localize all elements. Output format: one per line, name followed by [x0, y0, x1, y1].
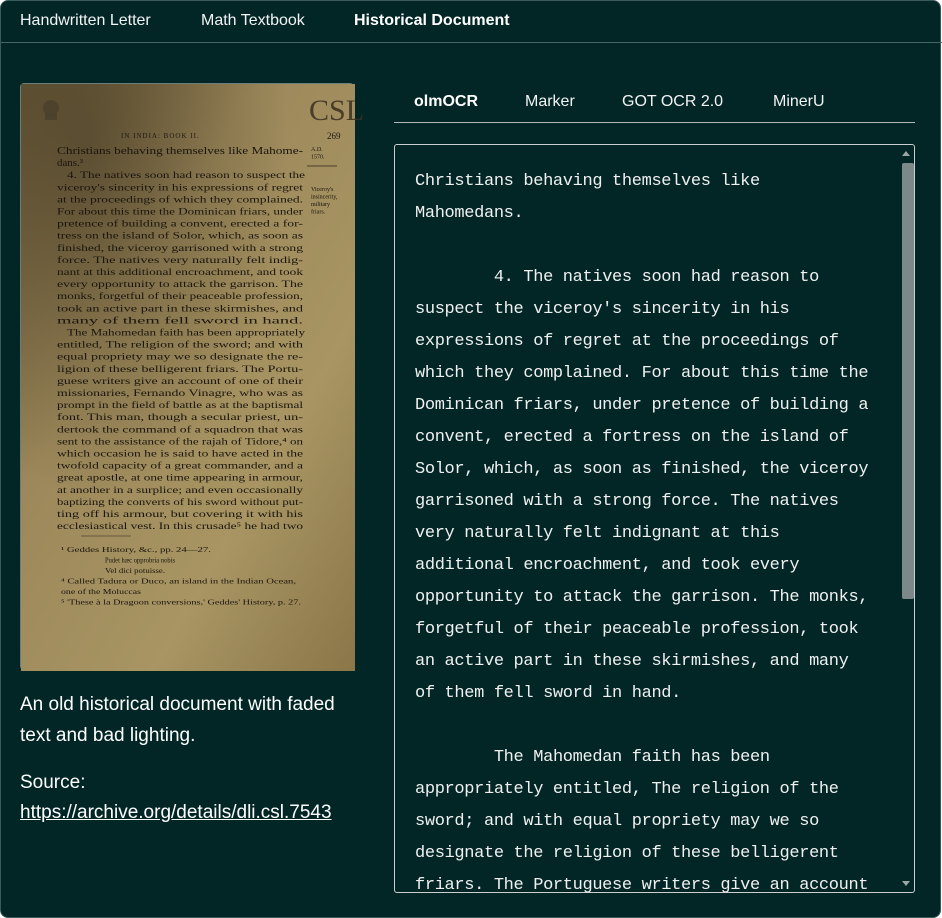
scan-text-line: missionaries, Fernando Vinagre, who was as — [57, 388, 304, 399]
scan-footnote-line: Pudet hæc opprobria nobis — [105, 555, 176, 565]
scan-footnote-line: Vel dici potuisse. — [105, 566, 166, 575]
csl-logo: CSL — [309, 94, 365, 127]
scan-text-line: ecclesiastical vest. In this crusade⁵ he had two — [57, 521, 304, 533]
scan-text-line: prompt in the field of battle as at the baptismal — [57, 400, 304, 412]
scan-text-line: at another in a surplice; and even occasionally — [57, 484, 304, 496]
scan-text-line: dertook the command of a squadron that was — [57, 424, 304, 436]
scan-text-line: font. This man, though a secular priest, un- — [57, 412, 303, 424]
scan-text-line: ligion of these belligerent friars. The Portu- — [57, 363, 303, 375]
scan-text-line: baptizing the converts of his sword without put- — [57, 496, 303, 508]
scan-footnote-line: ¹ Geddes History, &c., pp. 24—27. — [61, 545, 212, 554]
scan-footnote-line: ⁵ 'These à la Dragoon conversions,' Geddes' History, p. 27. — [61, 597, 302, 607]
scroll-down-icon[interactable] — [902, 881, 910, 886]
scan-text-line: force. The natives very naturally felt indig- — [57, 254, 303, 266]
scroll-up-icon[interactable] — [902, 151, 910, 156]
scan-text-line: sent to the assistance of the rajah of Tidore,⁴ on — [57, 436, 304, 448]
scan-text-line: entitled, The religion of the sword; and with — [57, 339, 304, 351]
scan-text-line: finished, the viceroy garrisoned with a strong — [57, 242, 304, 254]
scan-text-line: took an active part in these skirmishes, and — [57, 303, 304, 315]
image-caption: An old historical document with faded text and bad lighting. — [20, 694, 335, 746]
historical-document-image — [20, 83, 365, 670]
tab-got-ocr[interactable]: GOT OCR 2.0 — [622, 93, 724, 110]
source-link[interactable]: https://archive.org/details/dli.csl.7543 — [20, 802, 332, 823]
scrollbar-thumb[interactable] — [902, 163, 914, 599]
scan-text-line: monks, forgetful of their peaceable profession, — [57, 291, 303, 303]
vertical-scrollbar[interactable] — [898, 145, 914, 892]
emblem-icon — [43, 100, 59, 120]
scan-side-note-line: Viceroy's — [311, 187, 334, 193]
scan-text-line: The Mahomedan faith has been appropriately — [67, 327, 306, 339]
scan-text-line: Christians behaving themselves like Mahome- — [57, 146, 304, 157]
tab-historical-document[interactable]: Historical Document — [354, 12, 510, 29]
scan-text-line: nant at this additional encroachment, and took — [57, 267, 304, 278]
scan-footnote-line: ⁴ Called Tadura or Duco, an island in the Indian Ocean, — [61, 576, 297, 586]
source-label: Source: — [20, 772, 86, 793]
scan-text-line: ting off his armour, but covering it with his — [57, 509, 304, 520]
scan-text-line: at the proceedings of which they complained. — [57, 194, 303, 206]
scan-text-line: For about this time the Dominican friars, under — [57, 206, 305, 218]
scan-footnote-line: one of the Moluccas — [61, 587, 142, 596]
scan-side-note-line: A.D. — [311, 147, 323, 153]
scan-text-line: every opportunity to attack the garrison. The — [57, 279, 303, 291]
scan-text-line: tress on the island of Solor, which, as soon as — [57, 230, 304, 242]
scan-text-line: many of them fell sword in hand. — [57, 315, 303, 327]
tab-mineru[interactable]: MinerU — [773, 93, 825, 110]
scan-text-line: great apostle, at one time appearing in armour, — [57, 472, 303, 484]
page-number: 269 — [327, 131, 341, 141]
scan-side-note-line: military — [311, 202, 330, 208]
tab-marker[interactable]: Marker — [525, 93, 575, 110]
ocr-output-text: Christians behaving themselves like Mahomedans. 4. The natives soon had reason to suspect the viceroy's sincerity in his expressions of regret at the proceedings of which they complained. For about this time the Dominican friars, under pretence of building a convent, erected a fortress on the island of Solor, which, as soon as finished, the viceroy garrisoned with a strong force. The natives very naturally felt indignant at this additional encroachment, and took every opportunity to attack the garrison. The monks, forgetful of their peaceable profession, took an active part in these skirmishes, and many of them fell sword in hand. The Mahomedan faith has been appropriately entitled, The religion of the sword; and with equal propriety may we so designate the religion of these belligerent friars. The Portuguese writers give an account — [415, 172, 869, 895]
scan-side-note-line: insincerity, — [311, 194, 338, 201]
scan-side-note-line: 1570. — [311, 154, 325, 161]
page-header: IN INDIA: BOOK II. — [121, 132, 200, 140]
scan-text-line: 4. The natives soon had reason to suspect the — [67, 170, 305, 182]
scan-side-note-line: friars. — [311, 209, 326, 216]
tab-math-textbook[interactable]: Math Textbook — [201, 12, 305, 29]
ocr-output-panel[interactable] — [394, 144, 915, 893]
scan-text-line: viceroy's sincerity in his expressions of regret — [57, 182, 304, 194]
tab-olmocr[interactable]: olmOCR — [414, 93, 478, 110]
scan-text-line: twofold capacity of a great commander, and a — [57, 460, 305, 472]
tab-handwritten-letter[interactable]: Handwritten Letter — [20, 12, 151, 29]
scanned-page-image — [21, 84, 365, 671]
document-type-tabs — [1, 1, 942, 43]
ocr-model-tabs — [394, 83, 915, 123]
scan-text-line: guese writers give an account of one of their — [57, 375, 305, 387]
scan-text-line: equal propriety may we so designate the re- — [57, 351, 303, 363]
scan-text-line: pretence of building a convent, erected a for- — [57, 218, 303, 230]
scan-text-line: which occasion he is said to have acted in the — [57, 448, 303, 460]
scan-body-text — [57, 146, 305, 532]
scan-text-line: dans.³ — [57, 158, 83, 170]
